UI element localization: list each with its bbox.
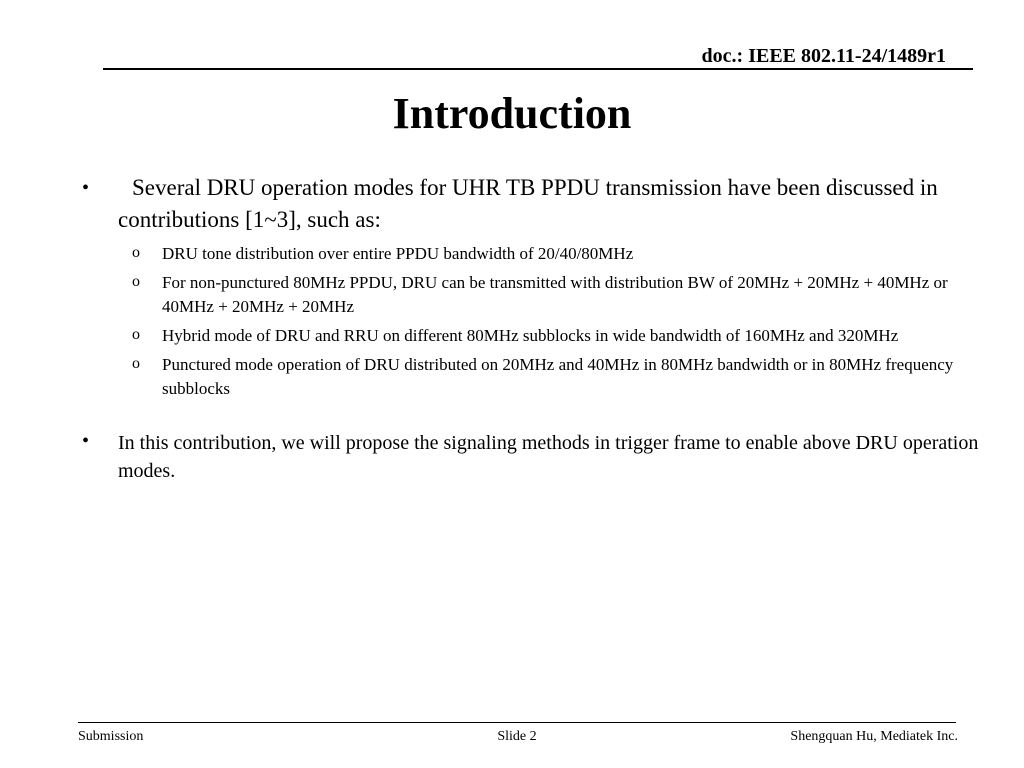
bullet-text: Several DRU operation modes for UHR TB PPDU transmission have been discussed in contributions [1~3], such as: bbox=[118, 175, 938, 232]
sub-bullet-text: DRU tone distribution over entire PPDU bandwidth of 20/40/80MHz bbox=[162, 244, 634, 263]
bullet-marker: • bbox=[82, 430, 90, 452]
footer-submission: Submission bbox=[78, 729, 144, 744]
sub-bullet-text: For non-punctured 80MHz PPDU, DRU can be transmitted with distribution BW of 20MHz + 20MHz + 40MHz or 40MHz + 20MHz + 20MHz bbox=[162, 273, 948, 316]
sub-bullet-item bbox=[78, 271, 990, 319]
footer-author: Shengquan Hu, Mediatek Inc. bbox=[790, 729, 958, 744]
header-divider bbox=[103, 68, 973, 70]
sub-bullet-marker: o bbox=[132, 244, 140, 261]
bullet-item bbox=[78, 172, 990, 236]
footer-divider bbox=[78, 722, 956, 723]
sub-bullet-marker: o bbox=[132, 326, 140, 343]
bullet-item bbox=[78, 429, 990, 485]
sub-bullet-text: Hybrid mode of DRU and RRU on different 80MHz subblocks in wide bandwidth of 160MHz and 320MHz bbox=[162, 326, 899, 345]
slide-title: Introduction bbox=[392, 89, 632, 138]
footer-slide-number: Slide 2 bbox=[497, 729, 537, 744]
bullet-marker: • bbox=[82, 177, 90, 199]
sub-bullet-list bbox=[78, 242, 990, 401]
document-id: doc.: IEEE 802.11-24/1489r1 bbox=[701, 45, 946, 67]
sub-bullet-marker: o bbox=[132, 273, 140, 290]
bullet-text: In this contribution, we will propose the signaling methods in trigger frame to enable above DRU operation modes. bbox=[118, 432, 979, 482]
sub-bullet-item bbox=[78, 324, 990, 348]
sub-bullet-marker: o bbox=[132, 355, 140, 372]
sub-bullet-item bbox=[78, 353, 990, 401]
sub-bullet-text: Punctured mode operation of DRU distributed on 20MHz and 40MHz in 80MHz bandwidth or in 80MHz frequency subblocks bbox=[162, 355, 954, 398]
slide-body bbox=[78, 172, 990, 485]
sub-bullet-item bbox=[78, 242, 990, 266]
